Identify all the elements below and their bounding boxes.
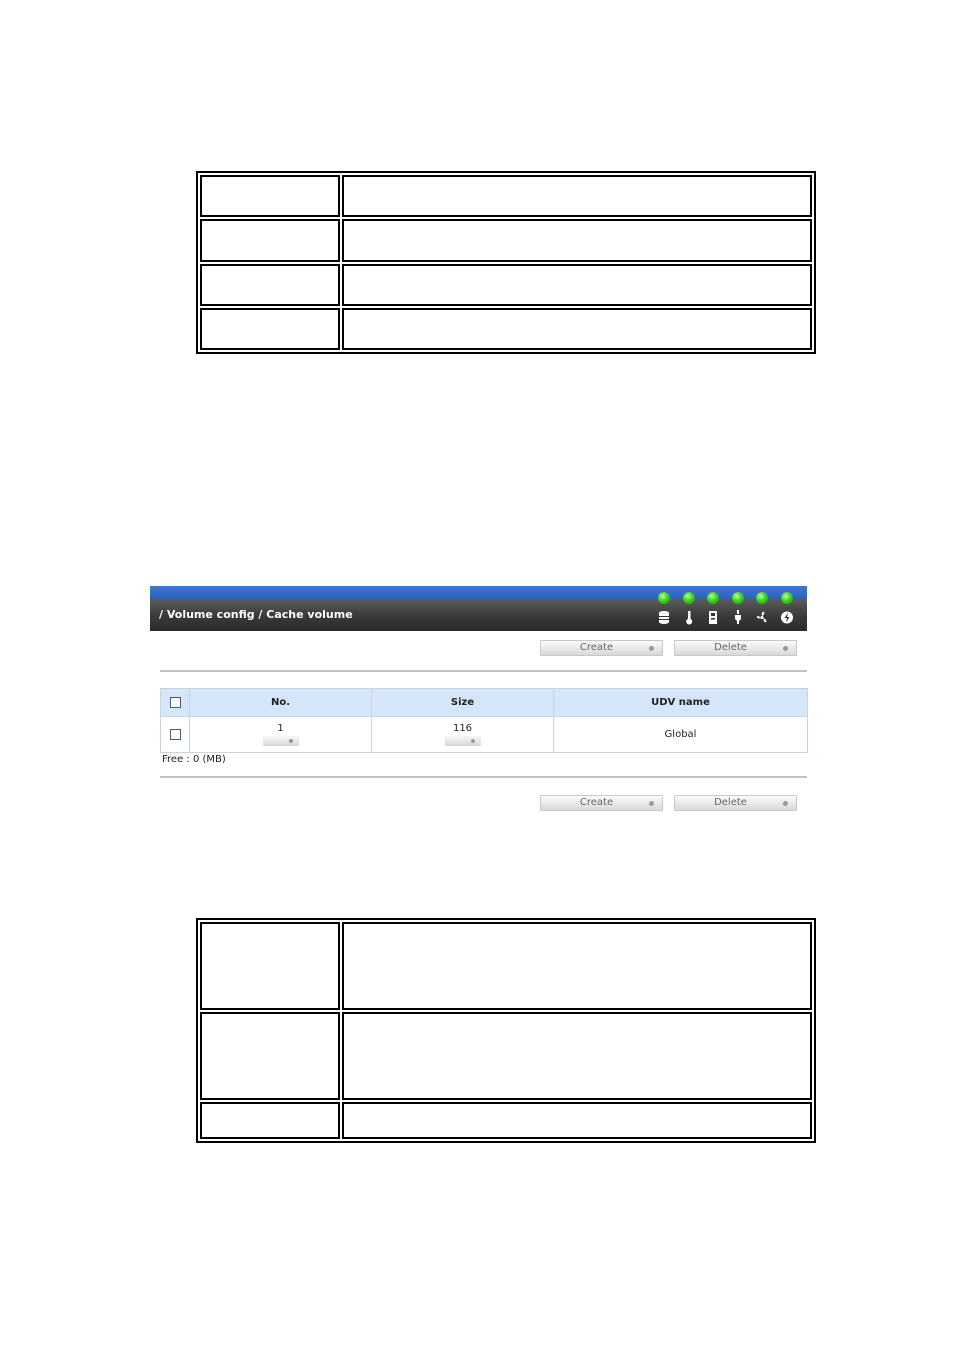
temperature-status-led — [683, 592, 695, 604]
cache-volume-table — [160, 688, 808, 753]
free-space-text: Free : 0 (MB) — [162, 754, 226, 765]
cell-udv-name: Global — [554, 717, 808, 753]
thermometer-icon[interactable] — [682, 610, 696, 626]
doc-cell — [200, 308, 340, 350]
document-table-top — [196, 171, 816, 354]
column-header-no[interactable]: No. — [190, 689, 372, 717]
button-dot-icon — [471, 739, 475, 743]
create-button-label: Create — [579, 797, 614, 808]
disk-icon[interactable] — [657, 610, 671, 626]
doc-cell — [342, 175, 812, 217]
doc-cell — [342, 1102, 812, 1139]
power-supply-icon[interactable] — [706, 610, 720, 626]
header-bar — [150, 586, 807, 631]
disk-status-led — [658, 592, 670, 604]
cell-size-value: 116 — [452, 723, 473, 734]
button-dot-icon — [289, 739, 293, 743]
doc-cell — [200, 922, 340, 1010]
doc-cell — [342, 1012, 812, 1100]
select-all-checkbox[interactable] — [170, 697, 181, 708]
button-dot-icon — [649, 801, 654, 806]
delete-button-label: Delete — [714, 642, 747, 653]
size-options-button[interactable] — [445, 736, 481, 746]
fan-icon[interactable] — [755, 610, 769, 626]
breadcrumb: / Volume config / Cache volume — [159, 608, 353, 621]
button-dot-icon — [783, 801, 788, 806]
doc-cell — [342, 922, 812, 1010]
voltage-status-led — [732, 592, 744, 604]
divider — [160, 670, 807, 672]
row-checkbox[interactable] — [170, 729, 181, 740]
cell-size — [372, 717, 554, 753]
document-table-bottom — [196, 918, 816, 1143]
power-status-led — [707, 592, 719, 604]
cell-no-value: 1 — [277, 723, 284, 734]
column-header-udv-name[interactable]: UDV name — [554, 689, 808, 717]
column-header-size[interactable]: Size — [372, 689, 554, 717]
voltage-icon[interactable] — [731, 610, 745, 626]
row-select-cell — [161, 717, 190, 753]
doc-cell — [200, 175, 340, 217]
doc-cell — [200, 219, 340, 261]
delete-button-label: Delete — [714, 797, 747, 808]
delete-button-bottom[interactable] — [674, 795, 797, 811]
create-button-bottom[interactable] — [540, 795, 663, 811]
ups-status-led — [781, 592, 793, 604]
doc-cell — [342, 308, 812, 350]
create-button-label: Create — [579, 642, 614, 653]
cache-volume-panel — [150, 586, 807, 816]
button-dot-icon — [783, 646, 788, 651]
ups-icon[interactable] — [780, 610, 794, 626]
fan-status-led — [756, 592, 768, 604]
table-header-row — [161, 689, 808, 717]
doc-cell — [200, 264, 340, 306]
divider — [160, 776, 807, 778]
doc-cell — [200, 1012, 340, 1100]
no-options-button[interactable] — [263, 736, 299, 746]
cell-no — [190, 717, 372, 753]
doc-cell — [342, 219, 812, 261]
button-dot-icon — [649, 646, 654, 651]
create-button[interactable] — [540, 640, 663, 656]
doc-cell — [200, 1102, 340, 1139]
select-all-cell — [161, 689, 190, 717]
delete-button[interactable] — [674, 640, 797, 656]
doc-cell — [342, 264, 812, 306]
table-row — [161, 717, 808, 753]
